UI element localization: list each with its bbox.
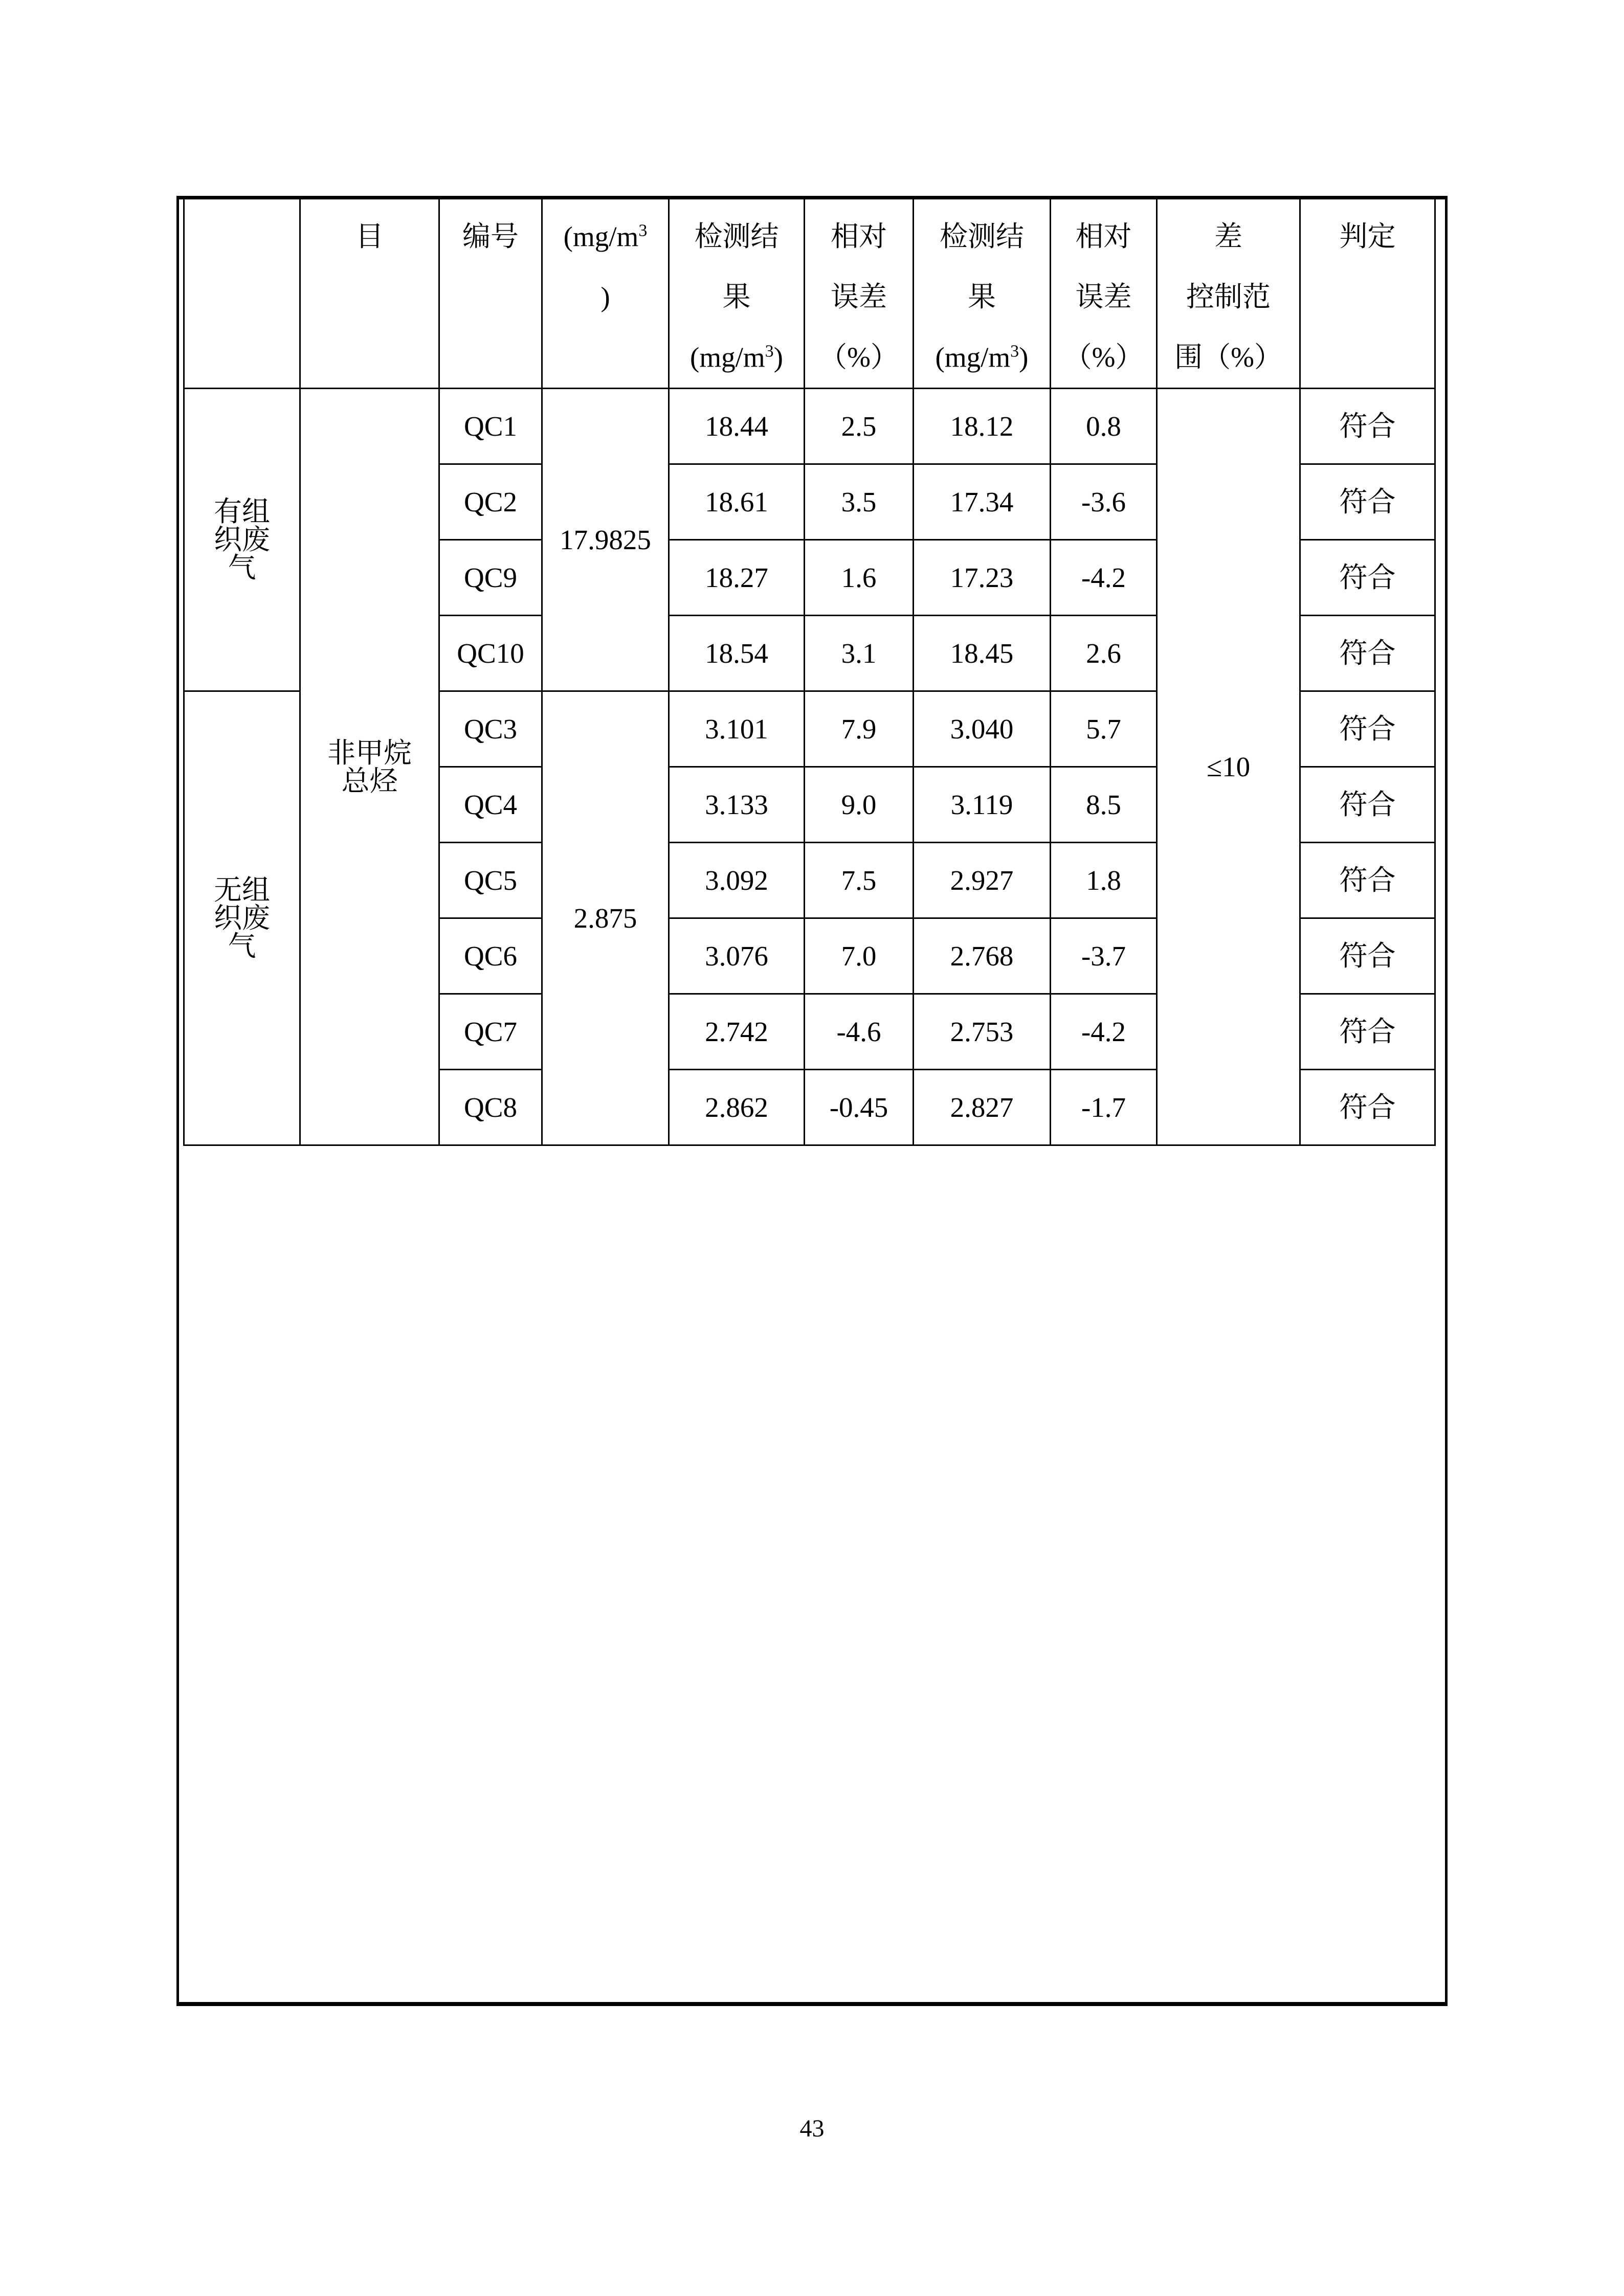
sample-code-cell: QC4	[439, 767, 542, 843]
sample-code-cell: QC9	[439, 540, 542, 616]
table-header-row	[184, 199, 1435, 389]
page-number: 43	[799, 2115, 825, 2142]
result1-cell: 3.076	[669, 918, 805, 994]
header-result-2: 检测结 果 $(mg/m^3)$	[914, 199, 1051, 389]
error1-cell: 3.1	[805, 616, 914, 691]
error1-cell: 7.0	[805, 918, 914, 994]
error1-cell: 1.6	[805, 540, 914, 616]
error2-cell: 5.7	[1051, 691, 1157, 767]
result2-cell: 2.827	[914, 1070, 1051, 1145]
result2-cell: 17.23	[914, 540, 1051, 616]
error2-cell: 8.5	[1051, 767, 1157, 843]
result2-cell: 3.119	[914, 767, 1051, 843]
error1-cell: 7.9	[805, 691, 914, 767]
error2-cell: 2.6	[1051, 616, 1157, 691]
error1-cell: -0.45	[805, 1070, 914, 1145]
sample-code-cell: QC1	[439, 389, 542, 464]
error2-cell: 1.8	[1051, 843, 1157, 918]
sample-code-cell: QC10	[439, 616, 542, 691]
judge-cell: 符合	[1300, 843, 1435, 918]
error1-cell: 3.5	[805, 464, 914, 540]
result2-cell: 2.768	[914, 918, 1051, 994]
superscript-3: 3	[638, 221, 648, 240]
error1-cell: 9.0	[805, 767, 914, 843]
limit-cell: ≤10	[1157, 389, 1300, 1145]
header-result-1: 检测结 果 $(mg/m^3)$	[669, 199, 805, 389]
error2-cell: -3.6	[1051, 464, 1157, 540]
sample-code-cell: QC3	[439, 691, 542, 767]
standard-value-cell-organized: 17.9825	[542, 389, 669, 691]
result1-cell: 3.101	[669, 691, 805, 767]
result1-cell: 18.44	[669, 389, 805, 464]
standard-value-cell-unorganized: 2.875	[542, 691, 669, 1145]
qc-results-table	[183, 199, 1436, 1146]
header-standard: ($mg/m^3$ )	[542, 199, 669, 389]
result2-cell: 2.753	[914, 994, 1051, 1070]
header-code: 编号	[439, 199, 542, 389]
result1-cell: 2.742	[669, 994, 805, 1070]
judge-cell: 符合	[1300, 691, 1435, 767]
sample-code-cell: QC5	[439, 843, 542, 918]
judge-cell: 符合	[1300, 540, 1435, 616]
header-relative-error-2: 相对 误差 （%）	[1051, 199, 1157, 389]
result1-cell: 2.862	[669, 1070, 805, 1145]
superscript-3: 3	[1010, 342, 1019, 361]
sample-code-cell: QC2	[439, 464, 542, 540]
header-blank-cell	[184, 199, 300, 389]
superscript-3: 3	[765, 342, 774, 361]
sample-code-cell: QC6	[439, 918, 542, 994]
error2-cell: -1.7	[1051, 1070, 1157, 1145]
result1-cell: 18.27	[669, 540, 805, 616]
judge-cell: 符合	[1300, 1070, 1435, 1145]
judge-cell: 符合	[1300, 994, 1435, 1070]
sample-code-cell: QC7	[439, 994, 542, 1070]
judge-cell: 符合	[1300, 767, 1435, 843]
result2-cell: 2.927	[914, 843, 1051, 918]
error2-cell: 0.8	[1051, 389, 1157, 464]
header-relative-error-1: 相对 误差 （%）	[805, 199, 914, 389]
result2-cell: 18.45	[914, 616, 1051, 691]
error1-cell: 2.5	[805, 389, 914, 464]
item-cell: 非甲烷 总烃	[300, 389, 439, 1145]
judge-cell: 符合	[1300, 918, 1435, 994]
error2-cell: -4.2	[1051, 540, 1157, 616]
sample-code-cell: QC8	[439, 1070, 542, 1145]
result2-cell: 17.34	[914, 464, 1051, 540]
error1-cell: -4.6	[805, 994, 914, 1070]
header-judgement: 判定	[1300, 199, 1435, 389]
result2-cell: 18.12	[914, 389, 1051, 464]
judge-cell: 符合	[1300, 616, 1435, 691]
table-row	[184, 389, 1435, 464]
header-error-control-range: 差 控制范 围（%）	[1157, 199, 1300, 389]
error1-cell: 7.5	[805, 843, 914, 918]
group-organized-cell: 有组 织废 气	[184, 389, 300, 691]
content-frame	[176, 196, 1448, 2006]
judge-cell: 符合	[1300, 464, 1435, 540]
result1-cell: 18.61	[669, 464, 805, 540]
judge-cell: 符合	[1300, 389, 1435, 464]
result1-cell: 18.54	[669, 616, 805, 691]
result1-cell: 3.133	[669, 767, 805, 843]
error2-cell: -3.7	[1051, 918, 1157, 994]
result1-cell: 3.092	[669, 843, 805, 918]
group-unorganized-cell: 无组 织废 气	[184, 691, 300, 1145]
result2-cell: 3.040	[914, 691, 1051, 767]
header-item: 目	[300, 199, 439, 389]
error2-cell: -4.2	[1051, 994, 1157, 1070]
